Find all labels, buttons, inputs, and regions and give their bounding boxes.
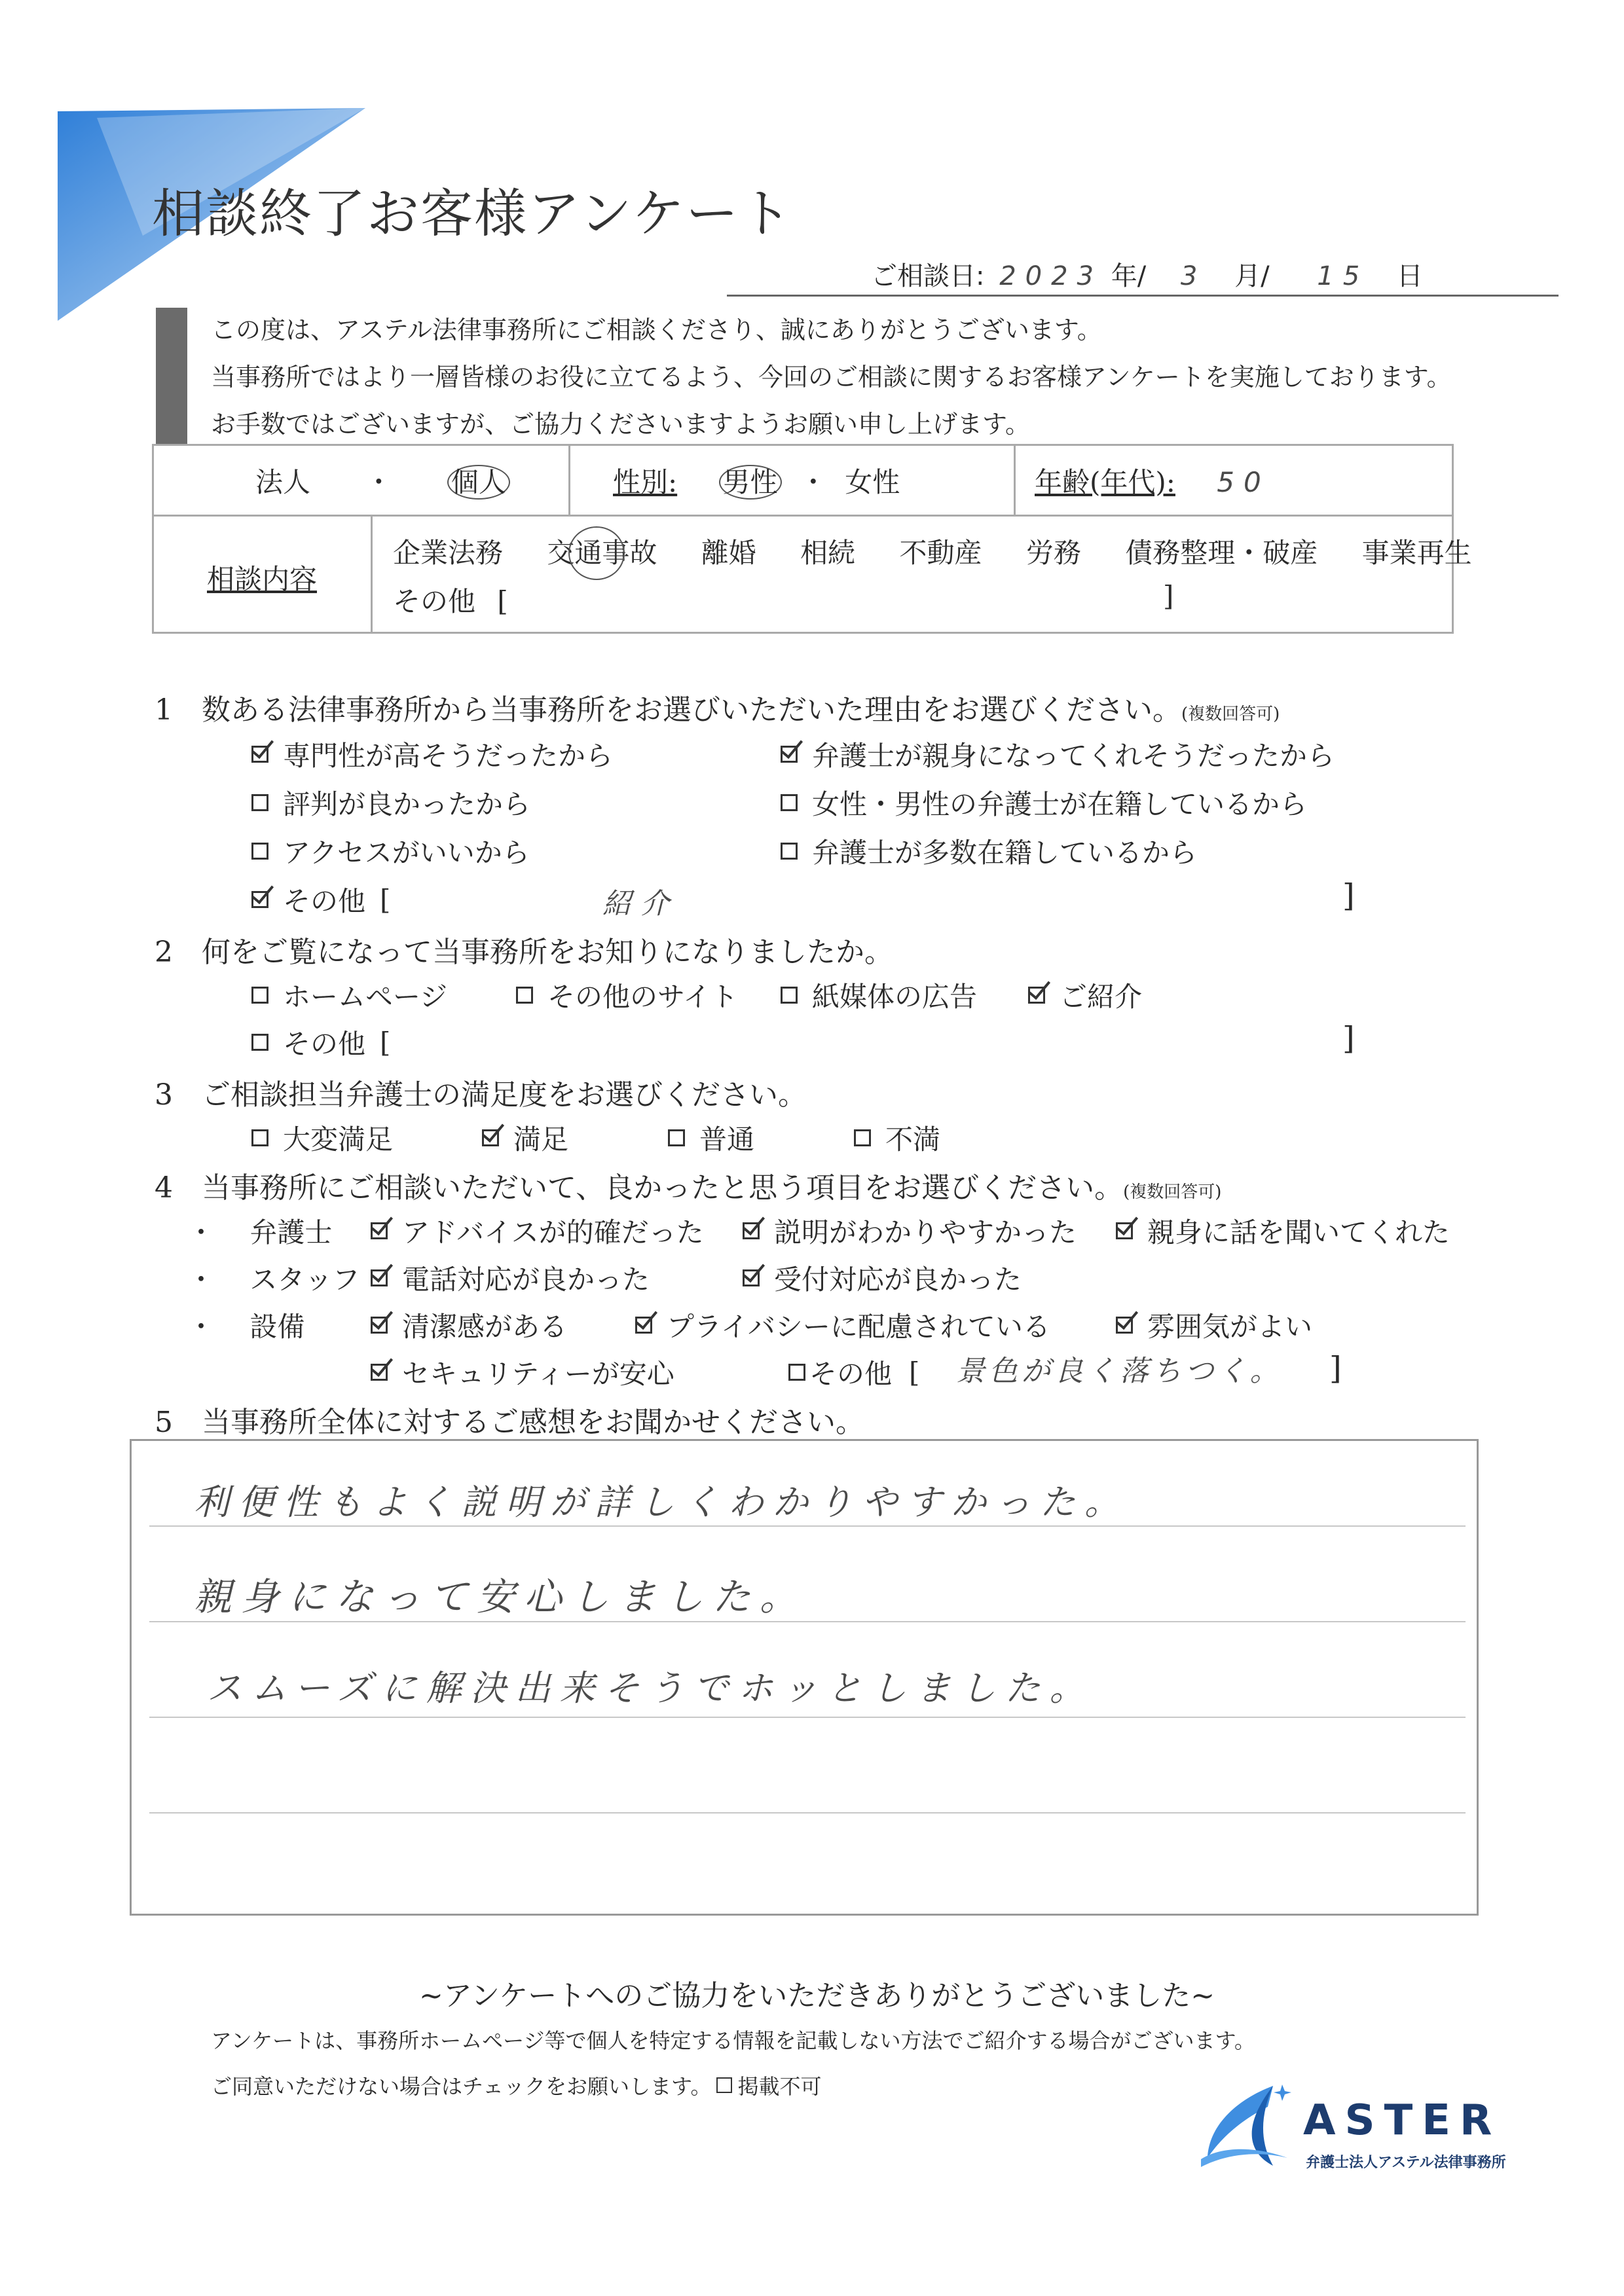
bracket-open: [ <box>380 1026 391 1059</box>
intro-line: この度は、アステル法律事務所にご相談くださり、誠にありがとうございます。 <box>211 316 1102 344</box>
comment-rule <box>149 1525 1466 1527</box>
checkbox[interactable] <box>251 794 268 811</box>
date-month-unit: 月/ <box>1234 261 1270 291</box>
option-label: 電話対応が良かった <box>402 1264 650 1296</box>
q1-option[interactable] <box>781 831 1197 871</box>
checkbox[interactable] <box>516 987 533 1004</box>
question-2: 2 何をご覧になって当事務所をお知りになりましたか。 <box>155 936 893 969</box>
info-divider-v1 <box>568 444 570 515</box>
entity-corporate[interactable]: 法人 <box>255 466 311 498</box>
q1-option[interactable] <box>251 735 613 774</box>
option-label: 弁護士が多数在籍しているから <box>812 837 1198 869</box>
consult-option[interactable]: 相続 <box>800 537 856 569</box>
option-label: ホームページ <box>283 981 448 1013</box>
category-label: 設備 <box>249 1311 305 1343</box>
option-label: プライバシーに配慮されている <box>667 1311 1050 1343</box>
q3-option[interactable] <box>482 1118 568 1157</box>
entity-row <box>255 461 510 500</box>
checkbox[interactable] <box>635 1317 652 1334</box>
date-day: 15 <box>1317 261 1369 291</box>
consult-options <box>393 532 1472 571</box>
checkbox[interactable] <box>251 891 268 908</box>
checkbox[interactable] <box>1116 1222 1133 1239</box>
checkbox[interactable] <box>743 1269 760 1286</box>
bracket-close: ] <box>1342 877 1355 914</box>
checkbox[interactable] <box>482 1129 499 1146</box>
bullet: ・ <box>187 1216 215 1248</box>
question-5: 5 当事務所全体に対するご感想をお聞かせください。 <box>155 1406 864 1439</box>
comment-rule <box>149 1812 1466 1813</box>
q2-option[interactable] <box>251 975 447 1015</box>
option-label: 評判が良かったから <box>283 788 531 820</box>
checkbox[interactable] <box>781 843 798 860</box>
dot-separator: ・ <box>799 466 827 498</box>
q4-option[interactable] <box>371 1258 650 1298</box>
age-row <box>1035 461 1270 500</box>
q4-lawyer-label <box>187 1211 332 1250</box>
q4-option[interactable] <box>1116 1305 1312 1345</box>
checkbox[interactable] <box>668 1129 685 1146</box>
option-label: アドバイスが的確だった <box>402 1216 704 1248</box>
checkbox[interactable] <box>743 1222 760 1239</box>
intro-bar <box>156 308 187 445</box>
q4-option[interactable] <box>371 1305 567 1345</box>
option-label: 大変満足 <box>283 1123 394 1156</box>
option-label: 紙媒体の広告 <box>812 981 978 1013</box>
option-label: アクセスがいいから <box>283 837 530 869</box>
q4-facility-label <box>187 1305 304 1345</box>
consult-other-label: その他 <box>393 585 476 617</box>
option-label: ご紹介 <box>1060 981 1143 1013</box>
question-4-note: (複数回答可) <box>1123 1182 1222 1202</box>
option-label: その他 <box>283 1028 366 1060</box>
q4-option[interactable] <box>1116 1211 1450 1250</box>
comment-rule <box>149 1621 1466 1622</box>
consult-option[interactable]: 交通事故 <box>547 537 657 569</box>
q3-option[interactable] <box>668 1118 754 1157</box>
q2-option[interactable] <box>1028 975 1142 1015</box>
selection-circle <box>568 526 625 580</box>
q1-option[interactable] <box>781 783 1307 822</box>
consult-option[interactable]: 離婚 <box>701 537 756 569</box>
bracket-close: ] <box>1329 1350 1342 1387</box>
comment-line[interactable]: 利便性もよく説明が詳しくわかりやすかった。 <box>194 1482 1129 1523</box>
option-label: 専門性が高そうだったから <box>283 740 614 772</box>
checkbox[interactable] <box>854 1129 871 1146</box>
checkbox[interactable] <box>781 746 798 763</box>
date-day-unit: 日 <box>1396 261 1423 291</box>
q4-option[interactable] <box>371 1211 704 1250</box>
bracket-open: [ <box>497 585 508 617</box>
q4-staff-label <box>187 1258 360 1298</box>
q3-option[interactable] <box>854 1118 940 1157</box>
date-month: 3 <box>1180 261 1207 291</box>
q1-option[interactable] <box>251 831 530 871</box>
option-label: 清潔感がある <box>402 1311 568 1343</box>
no-publish-checkbox[interactable] <box>716 2077 732 2093</box>
checkbox[interactable] <box>1028 987 1045 1004</box>
q1-other[interactable] <box>251 880 390 919</box>
option-label: 受付対応が良かった <box>774 1264 1022 1296</box>
date-year-unit: 年/ <box>1111 261 1147 291</box>
option-label: その他のサイト <box>547 981 739 1013</box>
consult-option[interactable]: 不動産 <box>899 537 982 569</box>
logo-name: ASTER <box>1303 2096 1502 2145</box>
option-label: 普通 <box>699 1123 755 1156</box>
thanks-message: ~アンケートへのご協力をいただきありがとうございました~ <box>419 1979 1215 2013</box>
question-1-text: 1 数ある法律事務所から当事務所をお選びいただいた理由をお選びください。 <box>155 693 1181 727</box>
entity-individual[interactable]: 個人 <box>447 465 510 500</box>
consult-option[interactable]: 債務整理・破産 <box>1125 537 1318 569</box>
consult-option[interactable]: 企業法務 <box>393 537 504 569</box>
comment-line[interactable]: スムーズに解決出来そうでホッとしました。 <box>207 1667 1094 1709</box>
comment-rule <box>149 1717 1466 1718</box>
info-divider-v3 <box>371 515 373 634</box>
checkbox[interactable] <box>781 987 798 1004</box>
option-label: 女性・男性の弁護士が在籍しているから <box>812 788 1308 820</box>
q3-option[interactable] <box>251 1118 393 1157</box>
question-4 <box>155 1164 1221 1206</box>
option-label: その他 <box>283 885 366 917</box>
bracket-open: [ <box>380 883 391 916</box>
option-label: その他 <box>809 1358 893 1390</box>
logo-subtitle: 弁護士法人アステル法律事務所 <box>1306 2155 1506 2171</box>
q4-option[interactable] <box>743 1211 1077 1250</box>
no-publish-label: 掲載不可 <box>737 2074 822 2099</box>
bullet: ・ <box>187 1264 215 1296</box>
bullet: ・ <box>187 1311 215 1343</box>
age-label: 年齢(年代): <box>1035 466 1175 498</box>
date-year: 2023 <box>999 261 1103 291</box>
q2-option[interactable] <box>516 975 738 1015</box>
age-value[interactable]: 50 <box>1217 466 1270 498</box>
q1-other-value[interactable]: 紹介 <box>602 887 678 920</box>
checkbox[interactable] <box>781 794 798 811</box>
q4-option[interactable] <box>635 1305 1050 1345</box>
checkbox[interactable] <box>371 1222 388 1239</box>
info-divider-h <box>152 515 1454 517</box>
checkbox[interactable] <box>251 1034 268 1051</box>
checkbox[interactable] <box>371 1269 388 1286</box>
question-1-note: (複数回答可) <box>1181 704 1280 724</box>
aster-logo-icon <box>1196 2081 1294 2172</box>
checkbox[interactable] <box>1116 1317 1133 1334</box>
consult-option[interactable]: 労務 <box>1025 537 1081 569</box>
checkbox[interactable] <box>371 1364 388 1381</box>
intro-text <box>211 306 1452 448</box>
gender-row <box>613 461 900 500</box>
intro-line: 当事務所ではより一層皆様のお役に立てるよう、今回のご相談に関するお客様アンケートを実施しております。 <box>211 363 1452 392</box>
checkbox[interactable] <box>251 843 268 860</box>
gender-male[interactable]: 男性 <box>719 465 782 500</box>
intro-line: お手数ではございますが、ご協力くださいますようお願い申し上げます。 <box>211 410 1030 439</box>
q4-option[interactable] <box>743 1258 1022 1298</box>
option-label: 雰囲気がよい <box>1147 1311 1313 1343</box>
option-label: セキュリティーが安心 <box>402 1358 674 1390</box>
consent-row <box>211 2070 822 2100</box>
option-label: 弁護士が親身になってくれそうだったから <box>812 740 1335 772</box>
bracket-close: ] <box>1342 1020 1355 1057</box>
category-label: スタッフ <box>249 1264 360 1296</box>
category-label: 弁護士 <box>249 1216 333 1248</box>
checkbox[interactable] <box>788 1364 805 1381</box>
question-4-text: 4 当事務所にご相談いただいて、良かったと思う項目をお選びください。 <box>155 1171 1124 1205</box>
question-3: 3 ご相談担当弁護士の満足度をお選びください。 <box>155 1078 807 1112</box>
publication-notice: アンケートは、事務所ホームページ等で個人を特定する情報を記載しない方法でご紹介する場合がございます。 <box>211 2028 1255 2053</box>
checkbox[interactable] <box>251 1129 268 1146</box>
q1-option[interactable] <box>251 783 530 822</box>
q4-other[interactable] <box>788 1353 919 1392</box>
bracket-close: ] <box>1163 580 1174 612</box>
consent-text: ご同意いただけない場合はチェックをお願いします。 <box>211 2074 712 2099</box>
q1-option[interactable] <box>781 735 1335 774</box>
gender-label: 性別: <box>613 466 678 498</box>
option-label: 説明がわかりやすかった <box>774 1216 1077 1248</box>
date-label: ご相談日: <box>871 261 985 291</box>
q2-option[interactable] <box>781 975 977 1015</box>
checkbox[interactable] <box>251 746 268 763</box>
dot-separator: ・ <box>365 466 393 498</box>
q2-other[interactable] <box>251 1023 390 1062</box>
option-label: 満足 <box>513 1123 569 1156</box>
consult-other <box>393 580 508 619</box>
q4-option[interactable] <box>371 1353 674 1392</box>
bracket-open: [ <box>909 1356 920 1389</box>
question-1 <box>155 686 1280 728</box>
checkbox[interactable] <box>371 1317 388 1334</box>
option-label: 親身に話を聞いてくれた <box>1147 1216 1450 1248</box>
q4-other-value[interactable]: 景色が良く落ちつく。 <box>956 1355 1283 1388</box>
page-title: 相談終了お客様アンケート <box>152 183 794 244</box>
date-underline <box>727 295 1559 297</box>
consult-date <box>871 255 1423 293</box>
checkbox[interactable] <box>251 987 268 1004</box>
info-divider-v2 <box>1014 444 1016 515</box>
comment-line[interactable]: 親身になって安心しました。 <box>194 1575 807 1619</box>
option-label: 不満 <box>885 1123 941 1156</box>
gender-female[interactable]: 女性 <box>845 466 900 498</box>
consult-label: 相談内容 <box>207 563 318 595</box>
consult-option[interactable]: 事業再生 <box>1361 537 1472 569</box>
